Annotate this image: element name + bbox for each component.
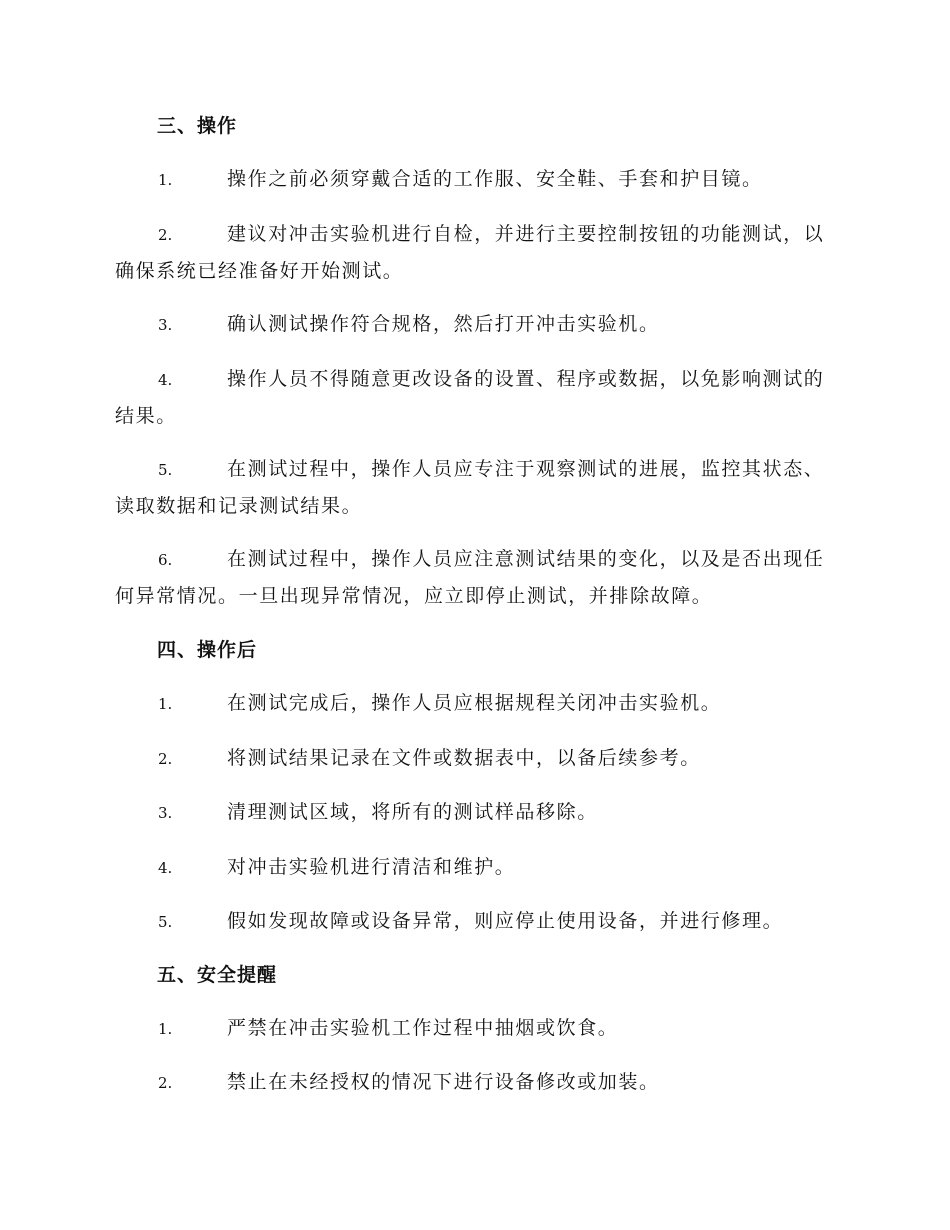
list-item-text: 操作之前必须穿戴合适的工作服、安全鞋、手套和护目镜。 (227, 168, 763, 190)
list-item-text: 在测试过程中，操作人员应注意测试结果的变化，以及是否出现任何异常情况。一旦出现异常情况，应立即停止测试，并排除故障。 (115, 548, 825, 607)
list-item-number: 5. (158, 913, 173, 931)
list-item-number: 3. (158, 316, 173, 334)
list-item (115, 685, 835, 722)
list-item-number: 2. (158, 1074, 173, 1092)
section-heading-safety-reminder: 五、安全提醒 (157, 964, 278, 986)
list-item-number: 2. (158, 750, 173, 768)
list-item (115, 903, 835, 940)
list-item (115, 849, 835, 886)
list-item-text: 将测试结果记录在文件或数据表中，以备后续参考。 (227, 747, 701, 769)
list-item-number: 4. (158, 859, 173, 877)
list-item-text: 在测试过程中，操作人员应专注于观察测试的进展，监控其状态、读取数据和记录测试结果。 (115, 458, 825, 517)
list-item-text: 假如发现故障或设备异常，则应停止使用设备，并进行修理。 (227, 910, 784, 932)
list-item-number: 4. (158, 371, 173, 389)
list-item (115, 361, 835, 434)
section-heading-after-operation: 四、操作后 (157, 639, 258, 661)
list-item (115, 541, 835, 614)
list-item (115, 161, 835, 198)
list-item (115, 1010, 835, 1047)
list-item-number: 5. (158, 461, 173, 479)
list-item-text: 在测试完成后，操作人员应根据规程关闭冲击实验机。 (227, 692, 722, 714)
list-item (115, 794, 835, 831)
list-item (115, 306, 835, 343)
list-item-number: 1. (158, 695, 173, 713)
list-item-number: 1. (158, 1020, 173, 1038)
section-heading-operation: 三、操作 (157, 115, 238, 137)
list-item (115, 1064, 835, 1101)
list-item (115, 451, 835, 524)
list-item-number: 2. (158, 226, 173, 244)
list-item-text: 清理测试区域，将所有的测试样品移除。 (227, 801, 598, 823)
list-item-text: 对冲击实验机进行清洁和维护。 (227, 856, 516, 878)
list-item-text: 确认测试操作符合规格，然后打开冲击实验机。 (227, 313, 660, 335)
list-item-text: 建议对冲击实验机进行自检，并进行主要控制按钮的功能测试，以确保系统已经准备好开始测试。 (115, 223, 825, 282)
list-item-number: 6. (158, 551, 173, 569)
list-item-text: 严禁在冲击实验机工作过程中抽烟或饮食。 (227, 1017, 619, 1039)
list-item-text: 操作人员不得随意更改设备的设置、程序或数据，以免影响测试的结果。 (115, 368, 825, 427)
list-item (115, 740, 835, 777)
list-item (115, 216, 835, 289)
list-item-number: 3. (158, 804, 173, 822)
list-item-text: 禁止在未经授权的情况下进行设备修改或加装。 (227, 1071, 660, 1093)
list-item-number: 1. (158, 171, 173, 189)
